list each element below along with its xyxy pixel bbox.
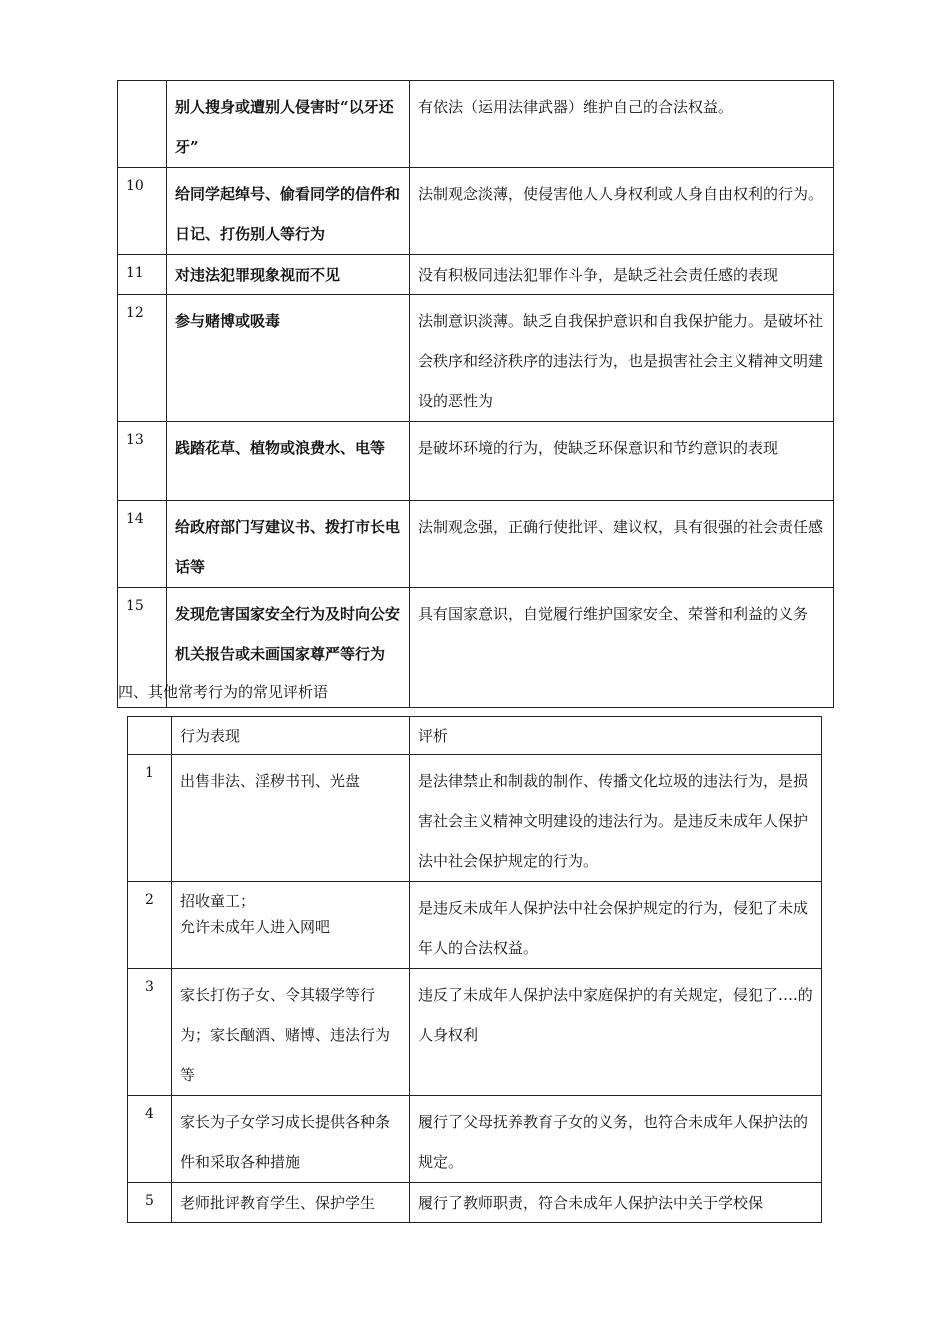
behavior-cell: 家长为子女学习成长提供各种条件和采取各种措施 <box>172 1096 410 1183</box>
behavior-cell: 践踏花草、植物或浪费水、电等 <box>167 422 410 501</box>
row-number: 4 <box>128 1096 172 1183</box>
analysis-cell: 是法律禁止和制裁的制作、传播文化垃圾的违法行为，是损害社会主义精神文明建设的违法行为。是违反未成年人保护法中社会保护规定的行为。 <box>410 755 822 882</box>
analysis-cell: 违反了未成年人保护法中家庭保护的有关规定，侵犯了….的人身权利 <box>410 969 822 1096</box>
behavior-analysis-table-2 <box>127 716 822 1223</box>
analysis-cell: 法制观念淡薄，使侵害他人人身权利或人身自由权利的行为。 <box>410 168 834 255</box>
analysis-cell: 没有积极同违法犯罪作斗争，是缺乏社会责任感的表现 <box>410 255 834 295</box>
analysis-cell: 法制意识淡薄。缺乏自我保护意识和自我保护能力。是破坏社会秩序和经济秩序的违法行为，也是损害社会主义精神文明建设的恶性为 <box>410 295 834 422</box>
row-number: 1 <box>128 755 172 882</box>
behavior-analysis-table-1 <box>117 80 834 708</box>
table-row <box>128 969 822 1096</box>
row-number: 14 <box>118 501 167 588</box>
header-behavior: 行为表现 <box>172 717 410 755</box>
behavior-cell: 参与赌博或吸毒 <box>167 295 410 422</box>
behavior-cell: 老师批评教育学生、保护学生 <box>172 1183 410 1223</box>
analysis-cell: 具有国家意识，自觉履行维护国家安全、荣誉和利益的义务 <box>410 588 834 708</box>
table-row <box>128 755 822 882</box>
behavior-cell: 给同学起绰号、偷看同学的信件和日记、打伤别人等行为 <box>167 168 410 255</box>
behavior-cell: 别人搜身或遭别人侵害时“以牙还牙” <box>167 81 410 168</box>
row-number: 5 <box>128 1183 172 1223</box>
behavior-cell: 对违法犯罪现象视而不见 <box>167 255 410 295</box>
table-row <box>118 295 834 422</box>
table-row <box>128 1096 822 1183</box>
row-number <box>118 81 167 168</box>
behavior-cell <box>172 882 410 969</box>
table-row <box>118 501 834 588</box>
table-row <box>118 255 834 295</box>
row-number: 13 <box>118 422 167 501</box>
behavior-cell: 出售非法、淫秽书刊、光盘 <box>172 755 410 882</box>
row-number: 2 <box>128 882 172 969</box>
analysis-cell: 是违反未成年人保护法中社会保护规定的行为，侵犯了未成年人的合法权益。 <box>410 882 822 969</box>
analysis-cell: 履行了教师职责，符合未成年人保护法中关于学校保 <box>410 1183 822 1223</box>
row-number: 15 <box>118 588 167 708</box>
analysis-cell: 有依法（运用法律武器）维护自己的合法权益。 <box>410 81 834 168</box>
behavior-cell: 家长打伤子女、令其辍学等行为；家长酗酒、赌博、违法行为等 <box>172 969 410 1096</box>
header-analysis: 评析 <box>410 717 822 755</box>
analysis-cell: 是破坏环境的行为，使缺乏环保意识和节约意识的表现 <box>410 422 834 501</box>
behavior-cell: 给政府部门写建议书、拨打市长电话等 <box>167 501 410 588</box>
row-number: 10 <box>118 168 167 255</box>
analysis-cell: 法制观念强，正确行使批评、建议权，具有很强的社会责任感 <box>410 501 834 588</box>
row-number: 12 <box>118 295 167 422</box>
table-row <box>128 1183 822 1223</box>
row-number: 11 <box>118 255 167 295</box>
analysis-cell: 履行了父母抚养教育子女的义务，也符合未成年人保护法的规定。 <box>410 1096 822 1183</box>
table-row <box>118 422 834 501</box>
header-number <box>128 717 172 755</box>
table-row <box>118 168 834 255</box>
table-row <box>128 882 822 969</box>
section-heading: 四、其他常考行为的常见评析语 <box>118 683 329 701</box>
row-number: 3 <box>128 969 172 1096</box>
table-row <box>118 81 834 168</box>
table-header-row <box>128 717 822 755</box>
behavior-text: 招收童工； 允许未成年人进入网吧 <box>180 892 331 936</box>
behavior-cell: 发现危害国家安全行为及时向公安机关报告或未画国家尊严等行为 <box>167 588 410 708</box>
